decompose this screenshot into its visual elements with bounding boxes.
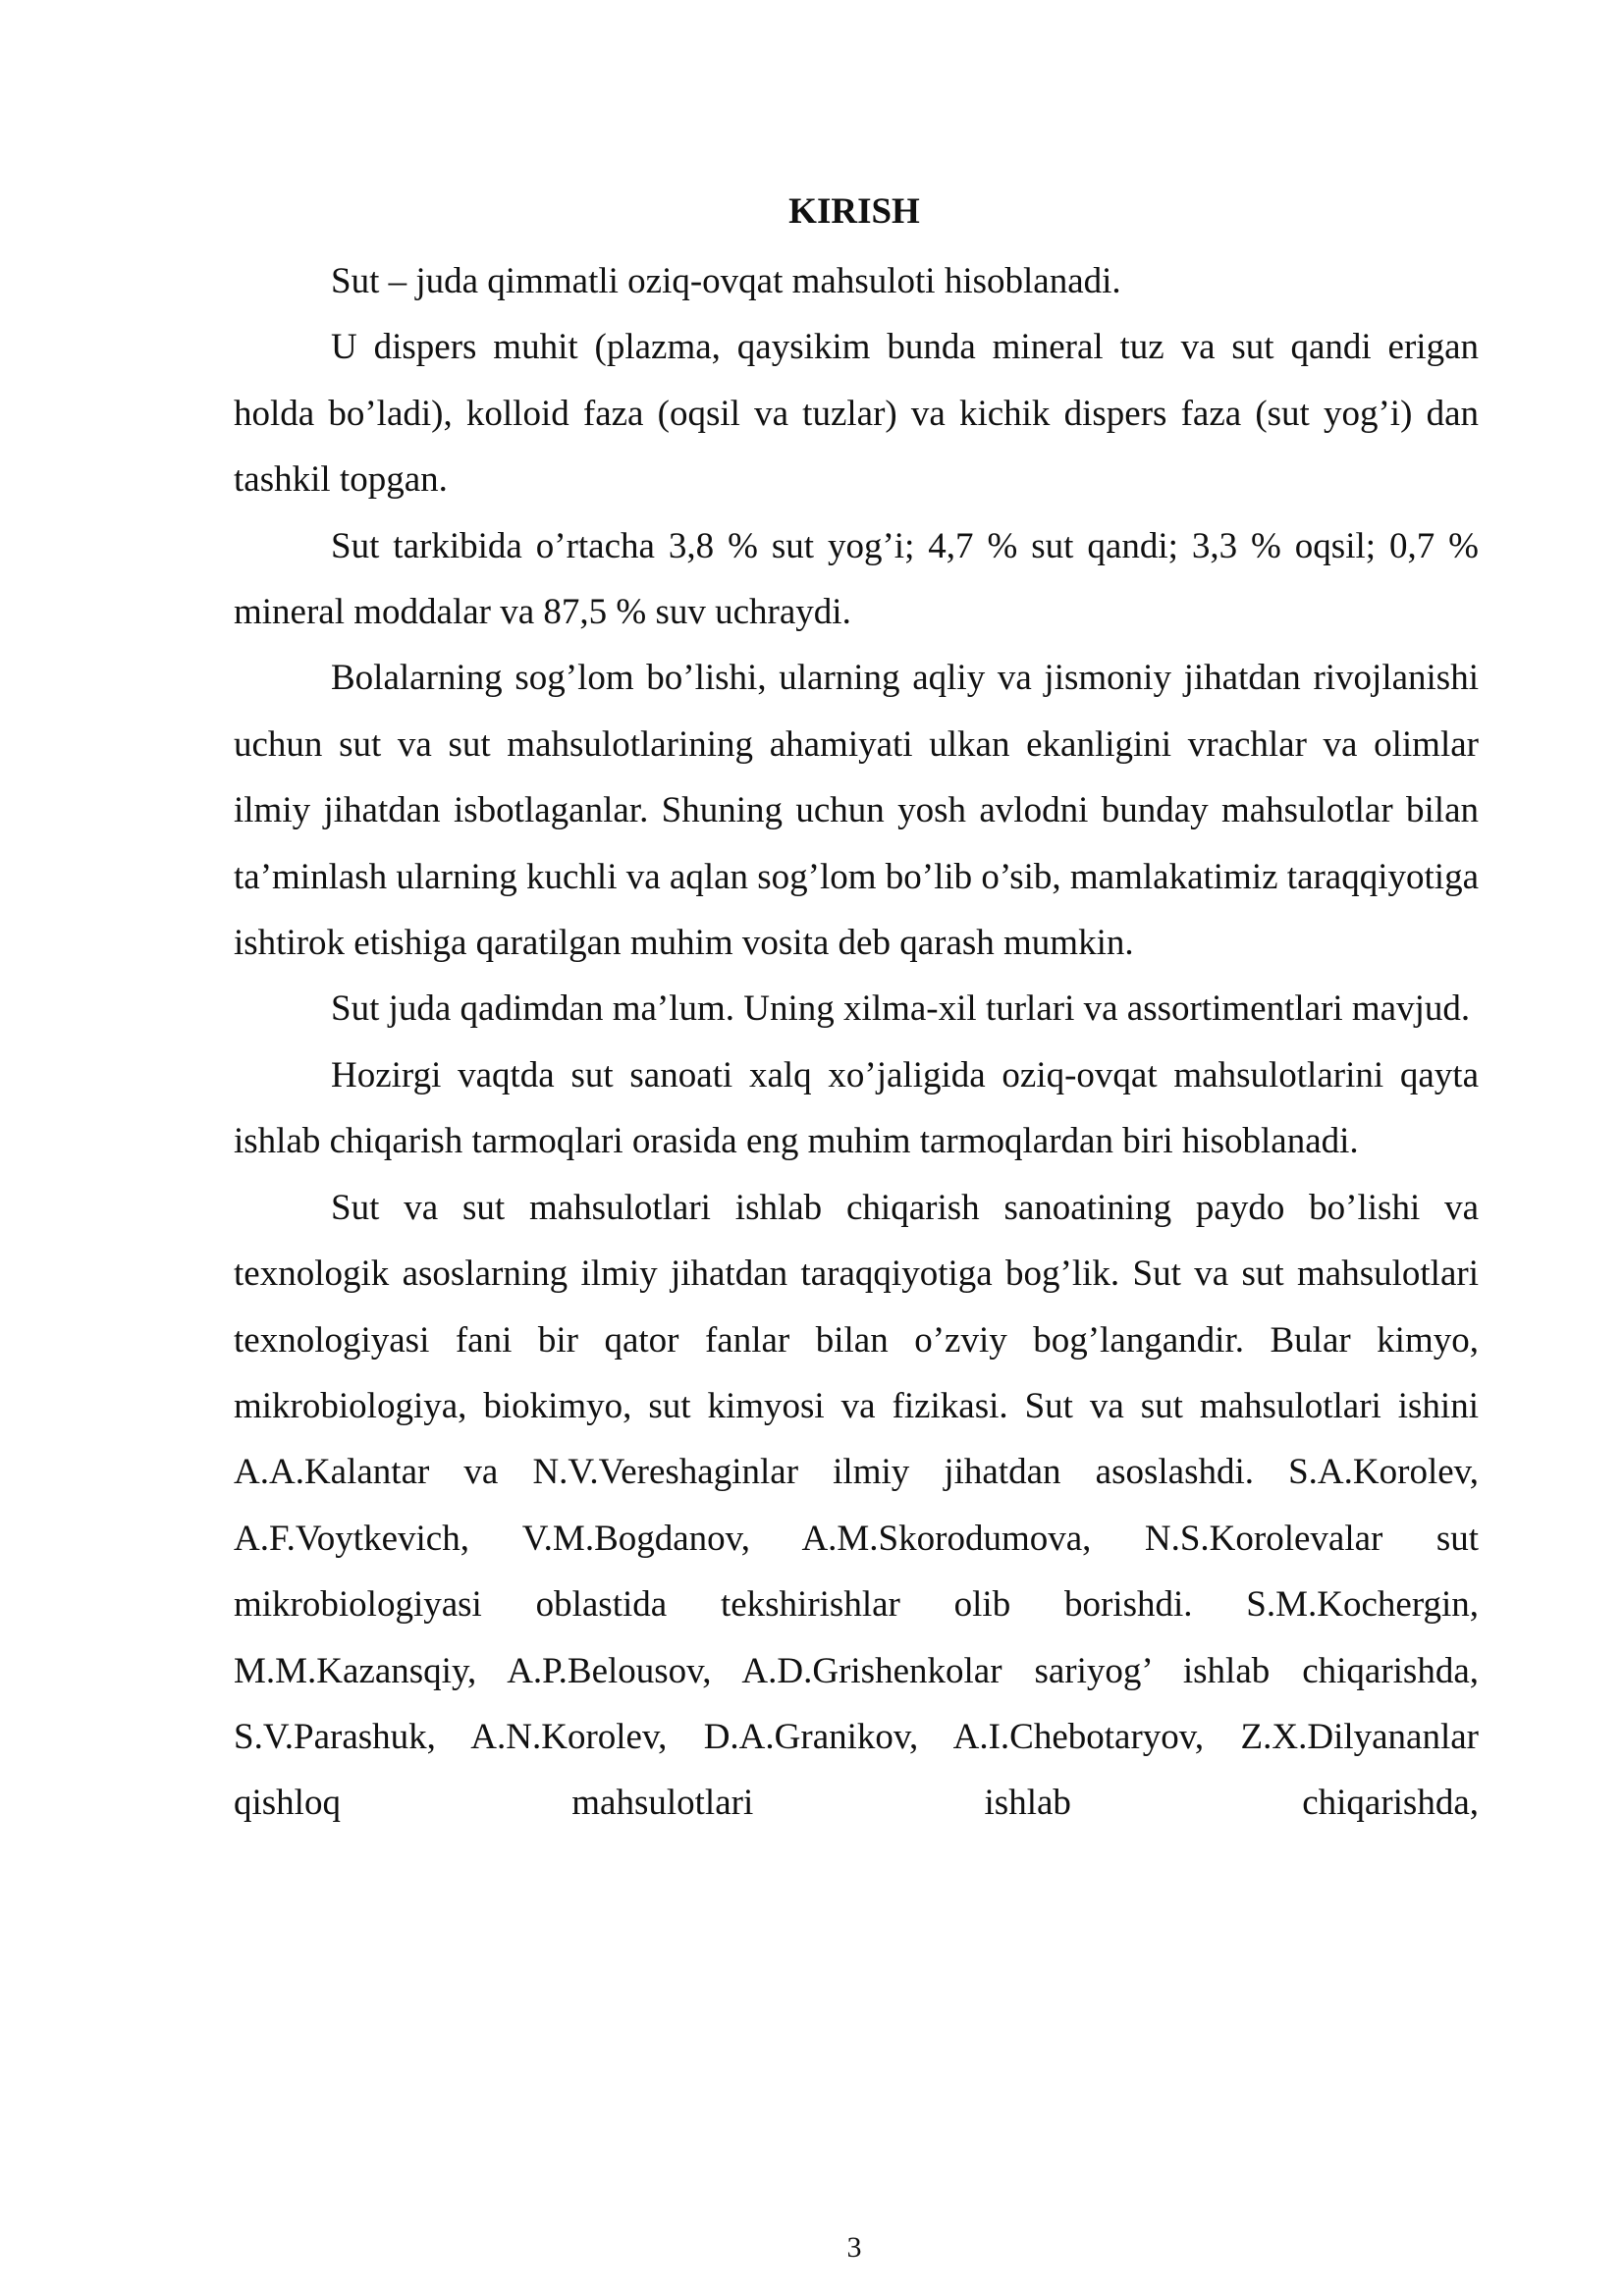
page-title: KIRISH [788, 191, 920, 232]
body-text [234, 248, 1479, 1837]
paragraph-7: Sut va sut mahsulotlari ishlab chiqarish sanoatining paydo bo’lishi va texnologik asoslarning ilmiy jihatdan taraqqiyotiga bog’lik. Sut va sut mahsulotlari texnologiyasi fani bir qator fanlar bilan o’zviy bog’langandir. Bular kimyo, mikrobiologiya, biokimyo, sut kimyosi va fizikasi. Sut va sut mahsulotlari ishini A.A.Kalantar va N.V.Vereshaginlar ilmiy jihatdan asoslashdi. S.A.Korolev, A.F.Voytkevich, V.M.Bogdanov, A.M.Skorodumova, N.S.Korolevalar sut mikrobiologiyasi oblastida tekshirishlar olib borishdi. S.M.Kochergin, M.M.Kazansqiy, A.P.Belousov, A.D.Grishenkolar sariyog’ ishlab chiqarishda, S.V.Parashuk, A.N.Korolev, D.A.Granikov, A.I.Chebotaryov, Z.X.Dilyananlar qishloq mahsulotlari ishlab chiqarishda, [234, 1187, 1479, 1824]
paragraph-1: Sut – juda qimmatli oziq-ovqat mahsuloti hisoblanadi. [331, 261, 1121, 301]
page-number: 3 [846, 2231, 862, 2264]
paragraph-5: Sut juda qadimdan ma’lum. Uning xilma-xil turlari va assortimentlari mavjud. [331, 988, 1471, 1030]
paragraph-4: Bolalarning sog’lom bo’lishi, ularning aqliy va jismoniy jihatdan rivojlanishi uchun sut va sut mahsulotlarining ahamiyati ulkan ekanligini vrachlar va olimlar ilmiy jihatdan isbotlaganlar. Shuning uchun yosh avlodni bunday mahsulotlar bilan ta’minlash ularning kuchli va aqlan sog’lom bo’lib o’sib, mamlakatimiz taraqqiyotiga ishtirok etishiga qaratilgan muhim vosita deb qarash mumkin. [234, 658, 1479, 964]
paragraph-6: Hozirgi vaqtda sut sanoati xalq xo’jaligida oziq-ovqat mahsulotlarini qayta ishlab chiqarish tarmoqlari orasida eng muhim tarmoqlardan biri hisoblanadi. [234, 1054, 1479, 1162]
paragraph-2: U dispers muhit (plazma, qaysikim bunda mineral tuz va sut qandi erigan holda bo’ladi), kolloid faza (oqsil va tuzlar) va kichik dispers faza (sut yog’i) dan tashkil topgan. [234, 327, 1479, 501]
paragraph-3: Sut tarkibida o’rtacha 3,8 % sut yog’i; 4,7 % sut qandi; 3,3 % oqsil; 0,7 % mineral moddalar va 87,5 % suv uchraydi. [234, 525, 1479, 633]
